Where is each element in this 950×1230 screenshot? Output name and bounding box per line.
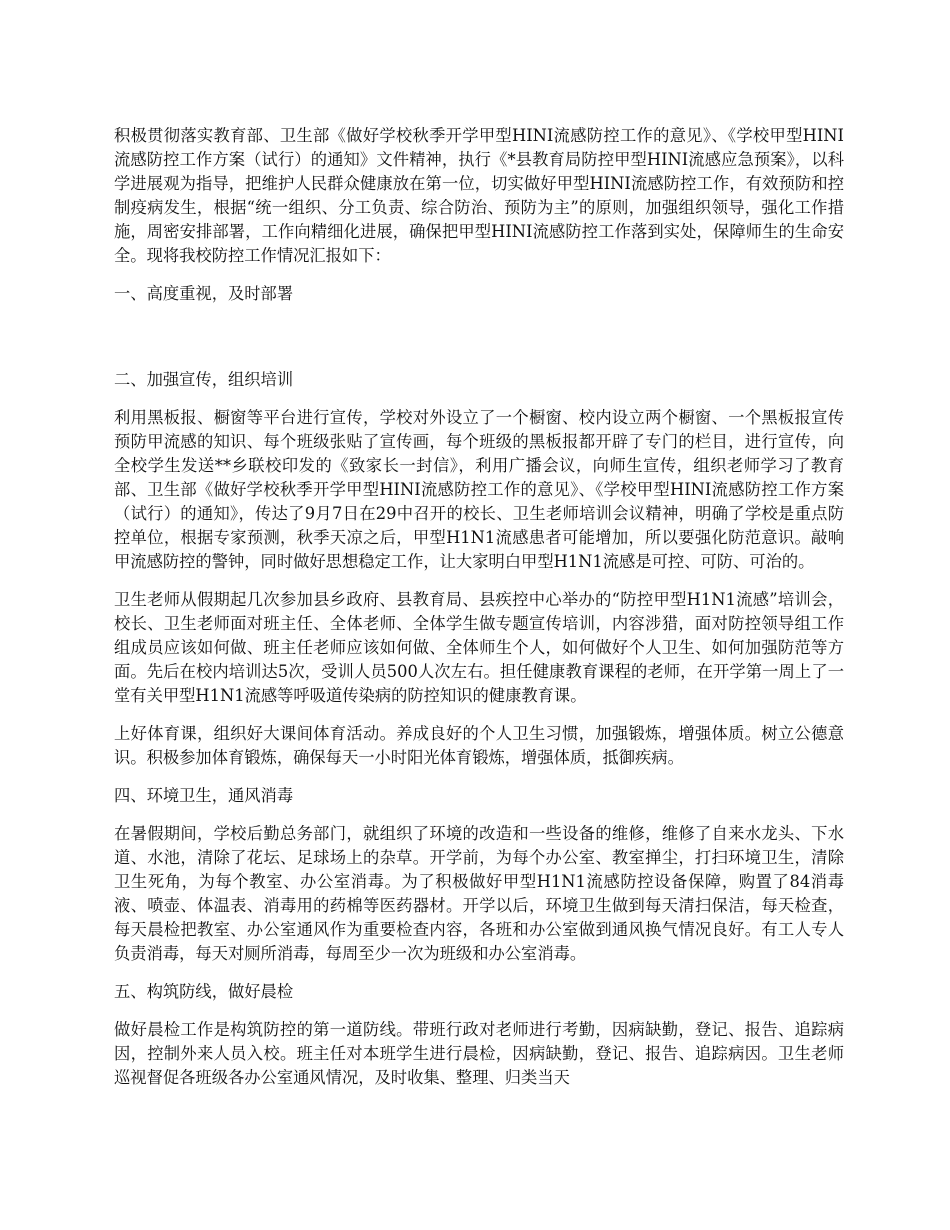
section-heading-1: 一、高度重视，及时部署: [114, 284, 294, 303]
body-paragraph: 利用黑板报、橱窗等平台进行宣传，学校对外设立了一个橱窗、校内设立两个橱窗、一个黑板报宣传预防甲流感的知识、每个班级张贴了宣传画，每个班级的黑板报都开辟了专门的栏目，进行宣传，向全校学生发送**乡联校印发的《致家长一封信》，利用广播会议，向师生宣传，组织老师学习了教育部、卫生部《做好学校秋季开学甲型HINI流感防控工作的意见》、《学校甲型HINI流感防控工作方案（试行）的通知》，传达了9月7日在29中召开的校长、卫生老师培训会议精神，明确了学校是重点防控单位，根据专家预测，秋季天凉之后，甲型H1N1流感患者可能增加，所以要强化防范意识。敲响甲流感防控的警钟，同时做好思想稳定工作，让大家明白甲型H1N1流感是可控、可防、可治的。: [114, 408, 844, 571]
body-paragraph: 做好晨检工作是构筑防控的第一道防线。带班行政对老师进行考勤，因病缺勤，登记、报告、追踪病因，控制外来人员入校。班主任对本班学生进行晨检，因病缺勤，登记、报告、追踪病因。卫生老师巡视督促各班级各办公室通风情况，及时收集、整理、归类当天: [114, 1020, 844, 1087]
section-heading-2: 二、加强宣传，组织培训: [114, 370, 294, 389]
section-heading-5: 五、构筑防线，做好晨检: [114, 982, 294, 1001]
body-paragraph: 上好体育课，组织好大课间体育活动。养成良好的个人卫生习惯，加强锻炼，增强体质。树立公德意识。积极参加体育锻炼，确保每天一小时阳光体育锻炼，增强体质，抵御疾病。: [114, 724, 844, 767]
section-heading-4: 四、环境卫生，通风消毒: [114, 786, 294, 805]
intro-paragraph: 积极贯彻落实教育部、卫生部《做好学校秋季开学甲型HINI流感防控工作的意见》、《学校甲型HINI流感防控工作方案（试行）的通知》文件精神，执行《*县教育局防控甲型HINI流感应急预案》，以科学进展观为指导，把维护人民群众健康放在第一位，切实做好甲型HINI流感防控工作，有效预防和控制疫病发生，根据“统一组织、分工负责、综合防治、预防为主”的原则，加强组织领导，强化工作措施，周密安排部署，工作向精细化进展，确保把甲型HINI流感防控工作落到实处，保障师生的生命安全。现将我校防控工作情况汇报如下：: [114, 126, 844, 265]
document-body: [114, 124, 844, 1104]
body-paragraph: 卫生老师从假期起几次参加县乡政府、县教育局、县疾控中心举办的“防控甲型H1N1流感”培训会，校长、卫生老师面对班主任、全体老师、全体学生做专题宣传培训，内容涉猎，面对防控领导组工作组成员应该如何做、班主任老师应该如何做、全体师生个人，如何做好个人卫生、如何加强防范等方面。先后在校内培训达5次，受训人员500人次左右。担任健康教育课程的老师，在开学第一周上了一堂有关甲型H1N1流感等呼吸道传染病的防控知识的健康教育课。: [114, 590, 844, 705]
body-paragraph: 在暑假期间，学校后勤总务部门，就组织了环境的改造和一些设备的维修，维修了自来水龙头、下水道、水池，清除了花坛、足球场上的杂草。开学前，为每个办公室、教室掸尘，打扫环境卫生，清除卫生死角，为每个教室、办公室消毒。为了积极做好甲型H1N1流感防控设备保障，购置了84消毒液、喷壶、体温表、消毒用的药棉等医药器材。开学以后，环境卫生做到每天清扫保洁，每天检查，每天晨检把教室、办公室通风作为重要检查内容，各班和办公室做到通风换气情况良好。有工人专人负责消毒，每天对厕所消毒，每周至少一次为班级和办公室消毒。: [114, 824, 844, 963]
